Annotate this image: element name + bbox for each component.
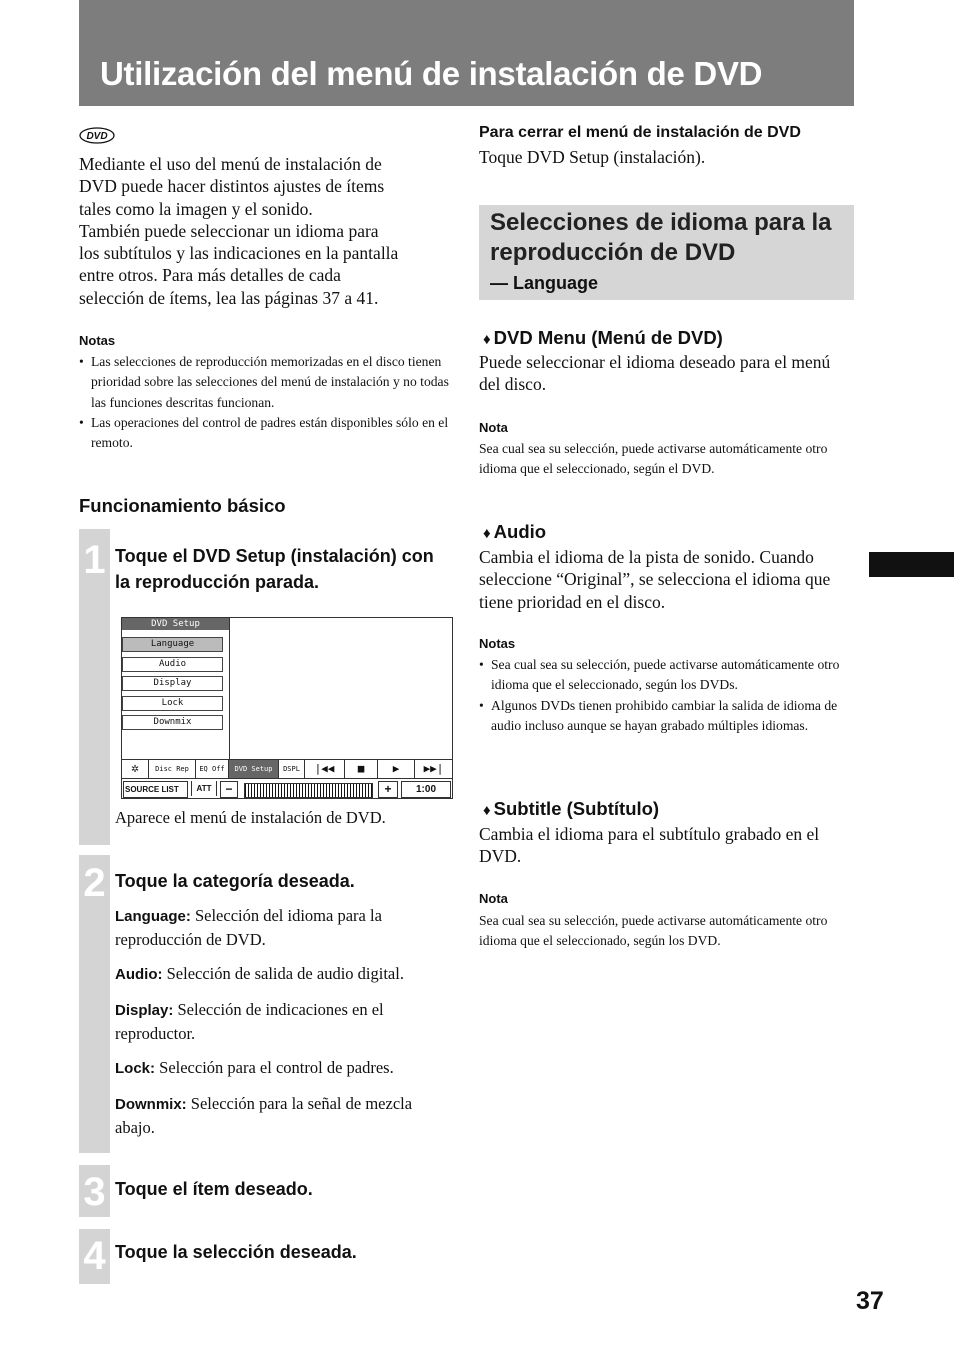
next-icon[interactable]: ▶▶| xyxy=(423,762,444,775)
step-number: 3 xyxy=(83,1170,106,1214)
note-text: Sea cual sea su selección, puede activarse automáticamente otro idioma que el seleccionado, según los DVD. xyxy=(479,913,828,949)
language-section-banner xyxy=(479,205,854,300)
definition-audio: Audio: Selección de salida de audio digital. xyxy=(115,964,404,983)
stop-icon[interactable]: ■ xyxy=(345,760,378,778)
page-number: 37 xyxy=(856,1287,884,1315)
menu-item-display[interactable]: Display xyxy=(122,676,223,691)
section-heading: Funcionamiento básico xyxy=(79,495,286,516)
step-title: Toque el DVD Setup (instalación) con la reproducción parada. xyxy=(115,546,434,592)
step-title: Toque la selección deseada. xyxy=(115,1242,357,1262)
step-number: 1 xyxy=(83,538,106,582)
menu-item-lock[interactable]: Lock xyxy=(122,696,223,711)
dvd-logo xyxy=(79,127,115,144)
notes-heading: Notas xyxy=(479,636,516,651)
att-button[interactable]: ATT xyxy=(191,781,217,796)
step-number: 2 xyxy=(83,861,106,905)
subtitle-text: Cambia el idioma para el subtítulo grabado en el DVD. xyxy=(479,824,820,867)
intro-text: Mediante el uso del menú de instalación de DVD puede hacer distintos ajustes de ítems tales como la imagen y el sonido. También puede seleccionar un idioma para los subtítulos y las indicaciones en la pantalla entre otros. Para más detalles de cada selección de ítems, lea las páginas 37 a 41. xyxy=(79,154,399,308)
list-item: • Las selecciones de reproducción memorizadas en el disco tienen prioridad sobre las selecciones del menú de instalación y no todas las funciones descritas funcionan. xyxy=(79,352,449,413)
section-tab-marker xyxy=(869,552,954,577)
dvd-menu-heading: ♦ DVD Menu (Menú de DVD) xyxy=(483,327,723,348)
list-item: • Algunos DVDs tienen prohibido cambiar la salida de idioma de audio incluso aunque se hayan grabado múltiples idiomas. xyxy=(479,696,847,737)
divider xyxy=(229,618,230,759)
list-item: • Las operaciones del control de padres están disponibles sólo en el remoto. xyxy=(79,413,449,454)
diamond-icon: ♦ xyxy=(483,331,491,348)
section-subtitle: — Language xyxy=(490,273,599,293)
step-title: Toque la categoría deseada. xyxy=(115,871,355,891)
note-heading: Nota xyxy=(479,420,508,435)
toolbar xyxy=(122,759,452,778)
subtitle-heading: ♦ Subtitle (Subtítulo) xyxy=(483,798,660,819)
close-text: Toque DVD Setup (instalación). xyxy=(479,147,706,167)
step-number: 4 xyxy=(83,1234,106,1278)
list-item: • Sea cual sea su selección, puede activarse automáticamente otro idioma que el seleccionado, según los DVDs. xyxy=(479,655,847,696)
gear-icon[interactable]: ✲ xyxy=(122,760,149,778)
notes-list xyxy=(79,352,449,453)
menu-title: DVD Setup xyxy=(122,618,229,630)
note-heading: Nota xyxy=(479,891,508,906)
disc-rep-button[interactable]: Disc Rep xyxy=(149,760,196,778)
volume-up-icon[interactable]: + xyxy=(378,781,398,798)
source-list-button[interactable]: SOURCE LIST xyxy=(123,781,188,798)
definition-downmix: Downmix: Selección para la señal de mezcla abajo. xyxy=(115,1094,413,1137)
dvd-setup-screen xyxy=(121,617,453,799)
note-text: Sea cual sea su selección, puede activarse automáticamente otro idioma que el seleccionado, según el DVD. xyxy=(479,441,828,477)
menu-item-language[interactable]: Language xyxy=(122,637,223,652)
dspl-button[interactable]: DSPL xyxy=(279,760,305,778)
definition-language: Language: Selección del idioma para la reproducción de DVD. xyxy=(115,906,382,949)
previous-icon[interactable]: |◀◀ xyxy=(305,760,345,778)
step-caption: Aparece el menú de instalación de DVD. xyxy=(115,808,386,827)
page-header xyxy=(79,0,854,106)
page-title: Utilización del menú de instalación de DVD xyxy=(100,55,763,92)
play-icon[interactable]: ▶ xyxy=(378,760,415,778)
diamond-icon: ♦ xyxy=(483,802,491,819)
menu-item-audio[interactable]: Audio xyxy=(122,657,223,672)
notes-heading: Notas xyxy=(79,333,116,348)
section-title: Selecciones de idioma para la reproducción de DVD xyxy=(490,209,832,266)
status-bar xyxy=(122,778,452,799)
volume-down-icon[interactable]: − xyxy=(220,781,238,798)
dvd-menu-text: Puede seleccionar el idioma deseado para el menú del disco. xyxy=(479,352,831,395)
dvd-setup-button[interactable]: DVD Setup xyxy=(229,760,279,778)
step-title: Toque el ítem deseado. xyxy=(115,1179,313,1199)
close-heading: Para cerrar el menú de instalación de DVD xyxy=(479,124,801,141)
svg-text:DVD: DVD xyxy=(86,131,108,142)
definition-lock: Lock: Selección para el control de padres. xyxy=(115,1058,394,1077)
notes-list xyxy=(479,655,847,736)
audio-text: Cambia el idioma de la pista de sonido. Cuando seleccione “Original”, se selecciona el idioma que tiene prioridad en el disco. xyxy=(479,547,831,612)
definition-display: Display: Selección de indicaciones en el reproductor. xyxy=(115,1000,384,1043)
menu-item-downmix[interactable]: Downmix xyxy=(122,715,223,730)
time-display: 1:00 xyxy=(401,781,451,798)
diamond-icon: ♦ xyxy=(483,525,491,542)
volume-bar[interactable] xyxy=(244,783,373,798)
audio-heading: ♦ Audio xyxy=(483,521,547,542)
eq-off-button[interactable]: EQ Off xyxy=(196,760,229,778)
